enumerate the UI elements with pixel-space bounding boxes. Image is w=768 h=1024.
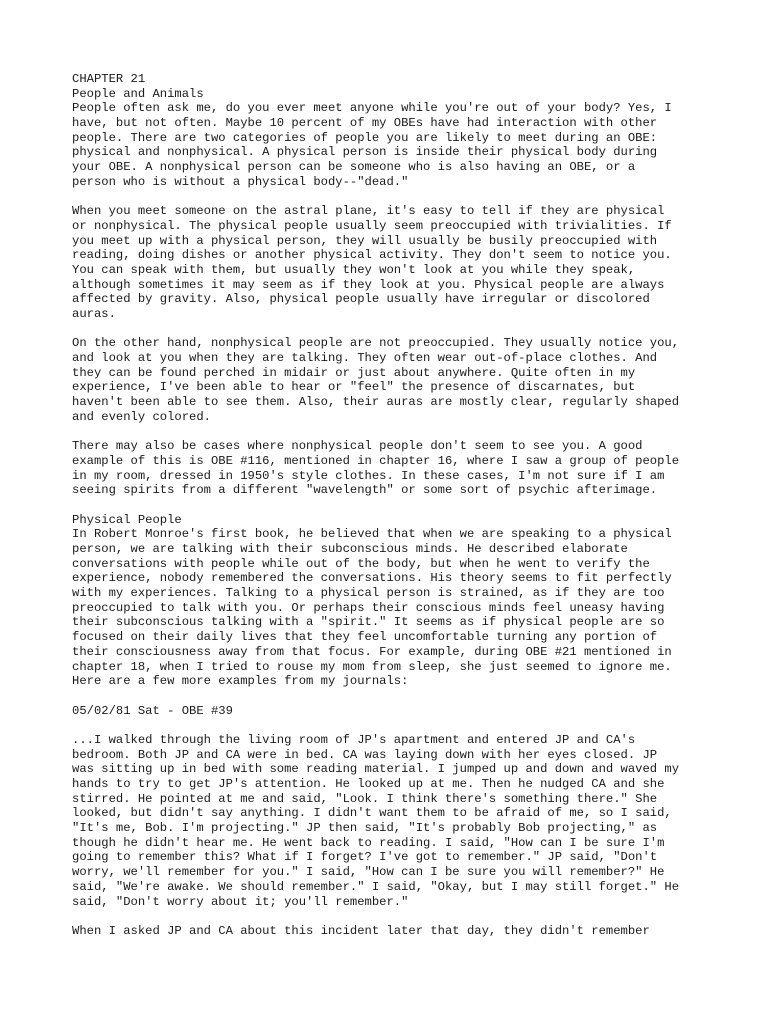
text-line: haven't been able to see them. Also, their auras are mostly clear, regularly shaped bbox=[72, 395, 680, 410]
text-line: On the other hand, nonphysical people are not preoccupied. They usually notice you, bbox=[72, 336, 680, 351]
paragraph-gap bbox=[72, 425, 712, 440]
text-line: their subconscious talking with a "spirit." It seems as if physical people are so bbox=[72, 615, 665, 630]
text-line: reading, doing dishes or another physical activity. They don't seem to notice you. bbox=[72, 248, 672, 263]
text-line: person, we are talking with their subconscious minds. He described elaborate bbox=[72, 542, 628, 556]
text-line: affected by gravity. Also, physical people usually have irregular or discolored bbox=[72, 292, 650, 307]
text-line: stirred. He pointed at me and said, "Look. I think there's something there." She bbox=[72, 791, 658, 806]
text-line: your OBE. A nonphysical person can be someone who is also having an OBE, or a bbox=[72, 160, 636, 175]
text-line: bedroom. Both JP and CA were in bed. CA was laying down with her eyes closed. JP bbox=[72, 747, 658, 762]
chapter-heading: CHAPTER 21 bbox=[72, 72, 146, 86]
paragraph-gap bbox=[72, 498, 712, 513]
paragraph bbox=[72, 704, 712, 719]
text-line: although sometimes it may seem as if they look at you. Physical people are always bbox=[72, 277, 665, 292]
text-line: said, "Don't worry about it; you'll remember." bbox=[72, 894, 409, 909]
paragraph bbox=[72, 204, 712, 322]
text-line: seeing spirits from a different "wavelength" or some sort of psychic afterimage. bbox=[72, 483, 658, 498]
text-line: There may also be cases where nonphysical people don't seem to see you. A good bbox=[72, 439, 643, 454]
text-line: said, "We're awake. We should remember." I said, "Okay, but I may still forget." He bbox=[72, 879, 680, 894]
text-line: focused on their daily lives that they feel uncomfortable turning any portion of bbox=[72, 630, 658, 645]
chapter-title: People and Animals bbox=[72, 86, 204, 101]
text-line: going to remember this? What if I forget? I've got to remember." JP said, "Don't bbox=[72, 850, 658, 865]
text-line: When you meet someone on the astral plane, it's easy to tell if they are physical bbox=[72, 204, 665, 219]
text-line: with my experiences. Talking to a physical person is strained, as if they are too bbox=[72, 586, 665, 601]
text-line: looked, but didn't say anything. I didn't want them to be afraid of me, so I said, bbox=[72, 806, 672, 821]
text-line: hands to try to get JP's attention. He looked up at me. Then he nudged CA and she bbox=[72, 777, 665, 791]
text-line: People often ask me, do you ever meet anyone while you're out of your body? Yes, I bbox=[72, 101, 672, 116]
text-line: Here are a few more examples from my journals: bbox=[72, 674, 409, 689]
text-line: When I asked JP and CA about this incident later that day, they didn't remember bbox=[72, 923, 650, 938]
text-line: though he didn't hear me. He went back to reading. I said, "How can I be sure I'm bbox=[72, 835, 665, 850]
document-page bbox=[72, 72, 712, 939]
text-line: they can be found perched in midair or just about anywhere. Quite often in my bbox=[72, 365, 636, 380]
text-line: worry, we'll remember for you." I said, "How can I be sure you will remember?" He bbox=[72, 865, 665, 880]
text-line: ...I walked through the living room of JP's apartment and entered JP and CA's bbox=[72, 732, 636, 747]
paragraph-gap bbox=[72, 718, 712, 733]
paragraph bbox=[72, 101, 712, 189]
paragraph bbox=[72, 336, 712, 424]
text-line: have, but not often. Maybe 10 percent of my OBEs have had interaction with other bbox=[72, 116, 658, 131]
text-line: experience, nobody remembered the conversations. His theory seems to fit perfectly bbox=[72, 571, 672, 586]
text-line: their consciousness away from that focus. For example, during OBE #21 mentioned in bbox=[72, 644, 672, 659]
text-line: physical and nonphysical. A physical person is inside their physical body during bbox=[72, 145, 658, 160]
paragraph bbox=[72, 439, 712, 498]
paragraph bbox=[72, 733, 712, 909]
text-line: preoccupied to talk with you. Or perhaps their conscious minds feel uneasy having bbox=[72, 600, 665, 615]
paragraph-gap bbox=[72, 322, 712, 337]
text-line: In Robert Monroe's first book, he believed that when we are speaking to a physical bbox=[72, 527, 672, 542]
text-line: and look at you when they are talking. They often wear out-of-place clothes. And bbox=[72, 351, 658, 366]
text-line: or nonphysical. The physical people usually seem preoccupied with trivialities. If bbox=[72, 218, 672, 233]
text-line: chapter 18, when I tried to rouse my mom from sleep, she just seemed to ignore me. bbox=[72, 659, 672, 674]
text-line: was sitting up in bed with some reading material. I jumped up and down and waved my bbox=[72, 762, 680, 777]
paragraph-gap bbox=[72, 689, 712, 704]
text-line: experience, I've been able to hear or "feel" the presence of discarnates, but bbox=[72, 380, 636, 395]
text-line: in my room, dressed in 1950's style clothes. In these cases, I'm not sure if I am bbox=[72, 468, 665, 483]
paragraph-gap bbox=[72, 190, 712, 205]
paragraph bbox=[72, 513, 712, 689]
text-line: and evenly colored. bbox=[72, 409, 211, 424]
text-line: Physical People bbox=[72, 512, 182, 527]
text-line: conversations with people while out of the body, but when he went to verify the bbox=[72, 556, 650, 571]
document-body bbox=[72, 101, 712, 938]
text-line: you meet up with a physical person, they will usually be busily preoccupied with bbox=[72, 233, 658, 248]
text-line: people. There are two categories of people you are likely to meet during an OBE: bbox=[72, 130, 658, 145]
text-line: example of this is OBE #116, mentioned in chapter 16, where I saw a group of people bbox=[72, 453, 680, 468]
text-line: "It's me, Bob. I'm projecting." JP then said, "It's probably Bob projecting," as bbox=[72, 821, 658, 836]
text-line: 05/02/81 Sat - OBE #39 bbox=[72, 703, 233, 718]
text-line: You can speak with them, but usually they won't look at you while they speak, bbox=[72, 262, 636, 277]
text-line: auras. bbox=[72, 307, 116, 321]
paragraph bbox=[72, 924, 712, 939]
paragraph-gap bbox=[72, 909, 712, 924]
text-line: person who is without a physical body--"dead." bbox=[72, 174, 409, 189]
